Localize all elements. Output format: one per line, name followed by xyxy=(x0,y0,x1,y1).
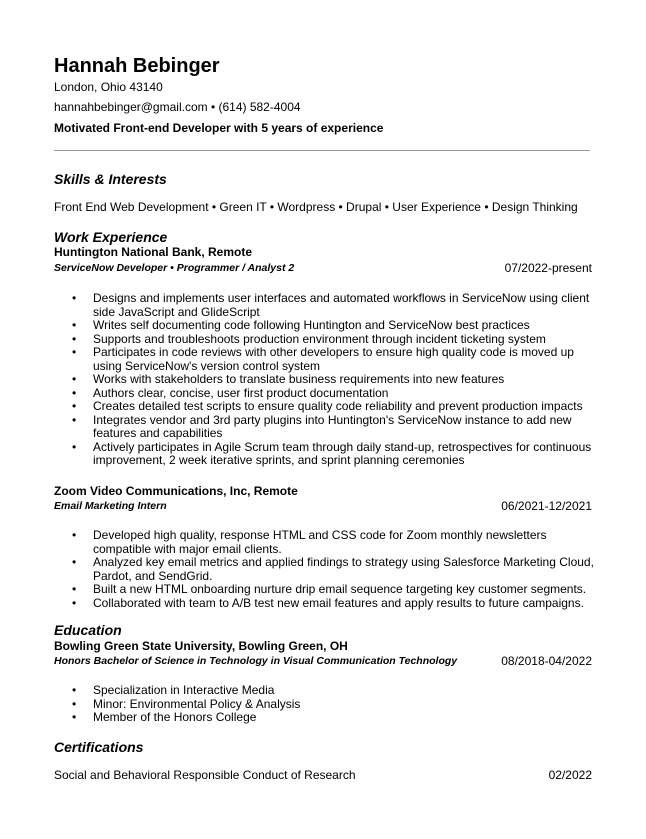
list-item: • Actively participates in Agile Scrum team through daily stand-up, retrospectives for continuous improvement, 2 week iterative sprints, and sprint planning ceremonies xyxy=(70,441,600,468)
degree: Honors Bachelor of Science in Technology in Visual Communication Technology xyxy=(54,655,458,667)
list-item: • Works with stakeholders to translate business requirements into new features xyxy=(70,373,600,387)
job-role: ServiceNow Developer • Programmer / Analyst 2 xyxy=(54,262,295,274)
contact-info: hannahbebinger@gmail.com • (614) 582-4004 xyxy=(54,100,301,114)
education-heading: Education xyxy=(54,622,122,638)
job-role: Email Marketing Intern xyxy=(54,500,167,512)
list-item: • Minor: Environmental Policy & Analysis xyxy=(70,698,600,712)
skills-list: Front End Web Development • Green IT • Wordpress • Drupal • User Experience • Design Thinking xyxy=(54,200,578,214)
list-item: • Integrates vendor and 3rd party plugins into Huntington's ServiceNow instance to add new features and capabilities xyxy=(70,414,600,441)
work-heading: Work Experience xyxy=(54,229,168,245)
skills-heading: Skills & Interests xyxy=(54,171,167,187)
school-name: Bowling Green State University, Bowling Green, OH xyxy=(54,639,348,653)
list-item: • Built a new HTML onboarding nurture drip email sequence targeting key customer segments. xyxy=(70,583,600,597)
job-bullets xyxy=(70,529,600,610)
certification-name: Social and Behavioral Responsible Conduct of Research xyxy=(54,768,356,782)
list-item: • Participates in code reviews with other developers to ensure high quality code is moved up using ServiceNow's version control system xyxy=(70,346,600,373)
certifications-heading: Certifications xyxy=(54,739,144,755)
list-item: • Authors clear, concise, user first product documentation xyxy=(70,387,600,401)
education-bullets xyxy=(70,684,600,725)
list-item: • Member of the Honors College xyxy=(70,711,600,725)
list-item: • Collaborated with team to A/B test new email features and apply results to future campaigns. xyxy=(70,597,600,611)
list-item: • Creates detailed test scripts to ensure quality code reliability and prevent production impacts xyxy=(70,400,600,414)
list-item: • Analyzed key email metrics and applied findings to strategy using Salesforce Marketing Cloud, Pardot, and SendGrid. xyxy=(70,556,600,583)
job-org: Huntington National Bank, Remote xyxy=(54,245,252,259)
tagline: Motivated Front-end Developer with 5 years of experience xyxy=(54,121,384,135)
job-bullets xyxy=(70,292,600,468)
list-item: • Developed high quality, response HTML and CSS code for Zoom monthly newsletters compatible with major email clients. xyxy=(70,529,600,556)
certification-date: 02/2022 xyxy=(548,768,592,782)
list-item: • Specialization in Interactive Media xyxy=(70,684,600,698)
education-dates: 08/2018-04/2022 xyxy=(501,654,592,668)
job-dates: 07/2022-present xyxy=(504,261,592,275)
job-dates: 06/2021-12/2021 xyxy=(501,499,592,513)
candidate-name: Hannah Bebinger xyxy=(54,55,220,77)
location: London, Ohio 43140 xyxy=(54,80,163,94)
list-item: • Supports and troubleshoots production environment through incident ticketing system xyxy=(70,333,600,347)
list-item: • Writes self documenting code following Huntington and ServiceNow best practices xyxy=(70,319,600,333)
header-divider xyxy=(54,150,590,151)
job-org: Zoom Video Communications, Inc, Remote xyxy=(54,484,298,498)
list-item: • Designs and implements user interfaces and automated workflows in ServiceNow using client side JavaScript and GlideScript xyxy=(70,292,600,319)
